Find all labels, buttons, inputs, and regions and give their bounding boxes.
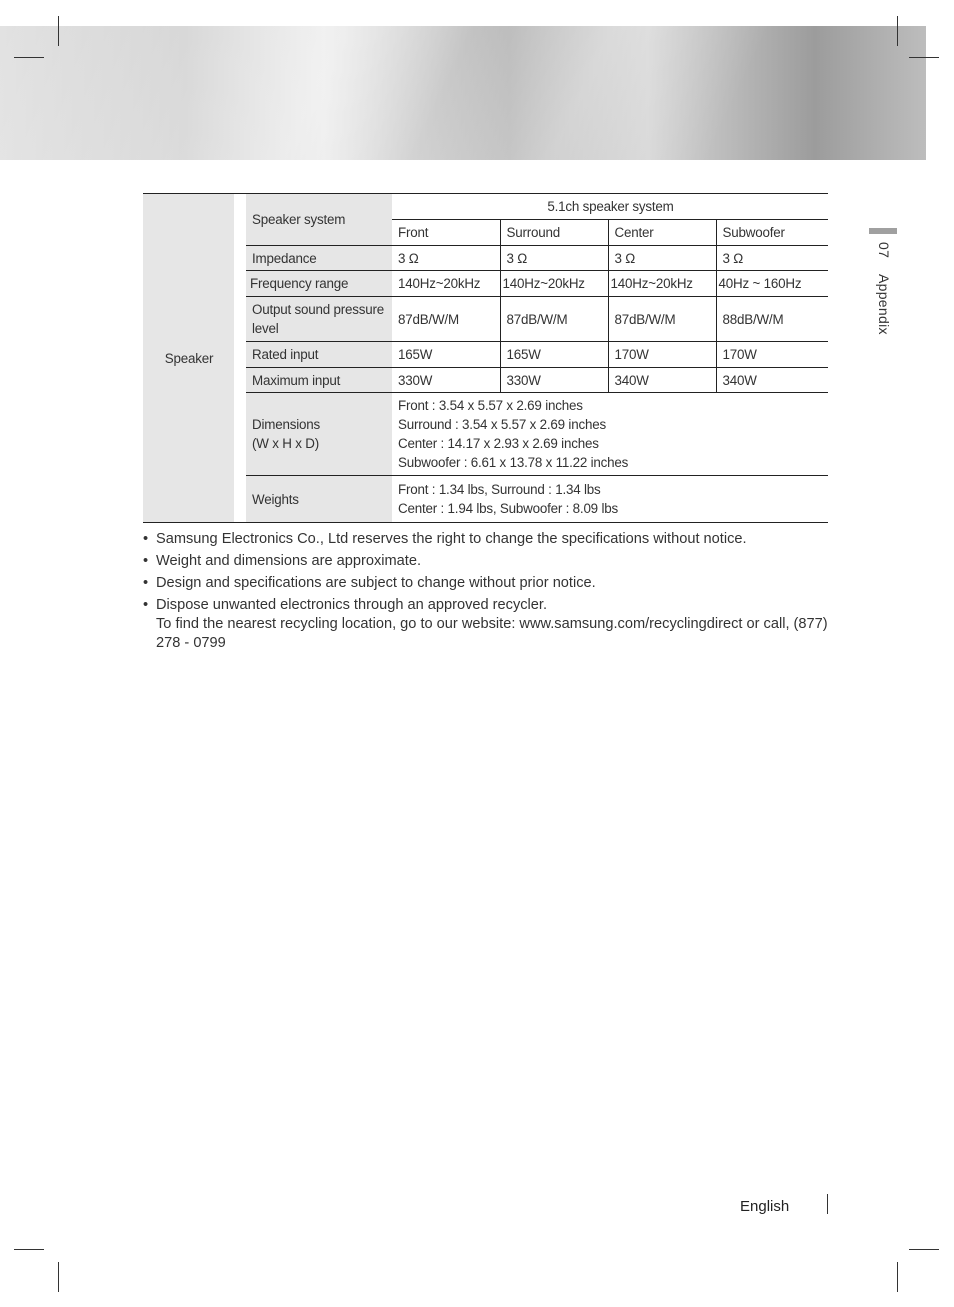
table-cell: 140Hz~20kHz [608,271,716,297]
dimensions-label-line: Dimensions [252,417,320,432]
list-item [143,596,833,653]
chapter-tab-marker [869,228,897,234]
table-cell: 170W [716,342,828,368]
row-label-speaker-system: Speaker system [246,194,392,246]
row-label-output-sound-pressure: Output sound pressure level [246,297,392,342]
chapter-number: 07 [876,242,892,259]
table-cell: 3 Ω [392,246,500,271]
dimensions-line: Front : 3.54 x 5.57 x 2.69 inches [398,398,583,413]
weights-line: Front : 1.34 lbs, Surround : 1.34 lbs [398,482,601,497]
system-header: 5.1ch speaker system [392,194,828,220]
list-item: • Samsung Electronics Co., Ltd reserves the right to change the specifications without notice. [143,530,833,549]
table-cell: 330W [392,368,500,393]
table-cell: 3 Ω [608,246,716,271]
row-label-impedance: Impedance [246,246,392,271]
table-cell: 165W [392,342,500,368]
speaker-spec-table [143,193,828,523]
column-header-center: Center [608,220,716,246]
note-text: Dispose unwanted electronics through an approved recycler. [156,597,548,613]
column-header-front: Front [392,220,500,246]
table-cell: 87dB/W/M [500,297,608,342]
row-label-frequency-range: Frequency range [246,271,392,297]
table-cell: 140Hz~20kHz [392,271,500,297]
crop-mark [14,57,44,58]
table-cell: 340W [608,368,716,393]
list-item: • Weight and dimensions are approximate. [143,552,833,571]
list-item: • Design and specifications are subject to change without prior notice. [143,574,833,593]
header-band [0,26,926,160]
crop-mark [897,1262,898,1292]
footer-language: English [740,1198,790,1215]
row-label-maximum-input: Maximum input [246,368,392,393]
chapter-label [876,242,892,335]
table-cell: 88dB/W/M [716,297,828,342]
weights-values [392,476,828,523]
table-cell: 140Hz~20kHz [500,271,608,297]
crop-mark [58,16,59,46]
footer-divider [827,1194,828,1214]
crop-mark [14,1249,44,1250]
row-label-dimensions [246,393,392,476]
dimensions-label-line: (W x H x D) [252,436,319,451]
chapter-section: Appendix [876,274,892,336]
table-cell: 165W [500,342,608,368]
crop-mark [58,1262,59,1292]
table-cell: 40Hz ~ 160Hz [716,271,828,297]
dimensions-values [392,393,828,476]
table-cell: 330W [500,368,608,393]
table-cell: 3 Ω [500,246,608,271]
dimensions-line: Center : 14.17 x 2.93 x 2.69 inches [398,436,599,451]
crop-mark [909,57,939,58]
row-label-rated-input: Rated input [246,342,392,368]
column-header-subwoofer: Subwoofer [716,220,828,246]
row-label-weights: Weights [246,476,392,523]
notes-list [143,530,833,656]
table-cell: 87dB/W/M [392,297,500,342]
dimensions-line: Surround : 3.54 x 5.57 x 2.69 inches [398,417,606,432]
crop-mark [909,1249,939,1250]
column-gap [234,194,246,523]
note-continuation: To find the nearest recycling location, go to our website: www.samsung.com/recyclingdirect or call, (877) 278 - 0799 [156,616,828,651]
table-cell: 340W [716,368,828,393]
column-header-surround: Surround [500,220,608,246]
weights-line: Center : 1.94 lbs, Subwoofer : 8.09 lbs [398,501,618,516]
category-speaker: Speaker [143,194,234,523]
dimensions-line: Subwoofer : 6.61 x 13.78 x 11.22 inches [398,455,629,470]
table-cell: 87dB/W/M [608,297,716,342]
crop-mark [897,16,898,46]
table-cell: 3 Ω [716,246,828,271]
table-cell: 170W [608,342,716,368]
